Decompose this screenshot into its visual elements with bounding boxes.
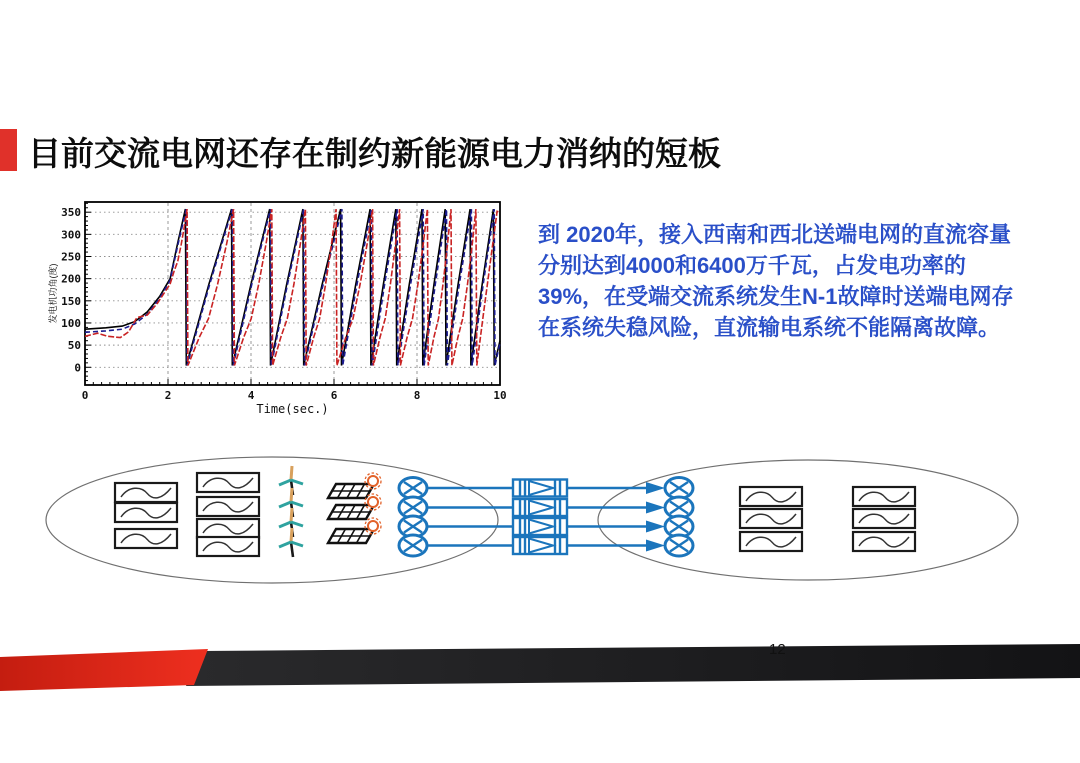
y-tick-label: 100 xyxy=(61,316,81,330)
page-number: 12 xyxy=(769,641,786,658)
x-tick-label: 10 xyxy=(493,389,507,402)
receiving-grid-ellipse xyxy=(598,460,1018,580)
wind-blade xyxy=(291,466,292,480)
wind-blade xyxy=(279,502,291,507)
wind-turbine-icon xyxy=(291,542,293,557)
footer-svg xyxy=(0,640,1080,703)
footer-black-band xyxy=(186,644,1080,686)
sending-grid-ellipse xyxy=(46,457,498,583)
wind-blade xyxy=(291,542,303,546)
y-tick-label: 300 xyxy=(61,228,81,242)
y-axis-label: 发电机功角(度) xyxy=(48,263,58,324)
sun-icon xyxy=(368,497,378,507)
x-tick-label: 8 xyxy=(413,389,421,402)
y-tick-label: 200 xyxy=(61,272,81,286)
y-tick-label: 50 xyxy=(67,339,81,353)
wind-blade xyxy=(279,522,291,527)
power-grid-diagram xyxy=(40,447,1040,599)
footer-red-accent xyxy=(0,649,208,691)
x-axis-label: Time(sec.) xyxy=(256,402,329,416)
wind-blade xyxy=(279,480,291,485)
hvdc-arrowhead-icon xyxy=(646,502,665,514)
diagram-svg xyxy=(40,447,1040,599)
intro-text xyxy=(538,219,1058,343)
wind-blade xyxy=(291,528,292,542)
page-title: 目前交流电网还存在制约新能源电力消纳的短板 xyxy=(28,135,721,172)
wind-blade xyxy=(291,508,292,522)
wind-blade xyxy=(291,522,303,526)
sun-icon xyxy=(368,476,378,486)
hvdc-arrowhead-icon xyxy=(646,482,665,494)
wind-blade xyxy=(291,488,292,502)
x-tick-label: 6 xyxy=(330,389,338,402)
y-tick-label: 350 xyxy=(61,206,81,220)
chart-svg xyxy=(48,190,520,422)
title-accent-bar xyxy=(0,129,17,171)
sun-icon xyxy=(368,521,378,531)
wind-blade xyxy=(291,480,303,484)
x-tick-label: 2 xyxy=(164,389,172,402)
y-tick-label: 0 xyxy=(74,361,81,375)
wind-blade xyxy=(291,502,303,506)
intro-line-4: 在系统失稳风险，直流输电系统不能隔离故障。 xyxy=(538,315,1001,340)
intro-line-3: 39%，在受端交流系统发生N-1故障时送端电网存 xyxy=(538,284,1014,309)
y-tick-label: 150 xyxy=(61,294,81,308)
hvdc-arrowhead-icon xyxy=(646,540,665,552)
intro-line-2: 分别达到4000和6400万千瓦，占发电功率的 xyxy=(538,253,966,278)
wind-blade xyxy=(279,542,291,547)
x-tick-label: 0 xyxy=(81,389,89,402)
rotor-angle-chart xyxy=(48,190,520,422)
x-tick-label: 4 xyxy=(247,389,255,402)
footer-band xyxy=(0,640,1080,703)
intro-line-1: 到 2020年，接入西南和西北送端电网的直流容量 xyxy=(538,222,1012,247)
hvdc-arrowhead-icon xyxy=(646,521,665,533)
y-tick-label: 250 xyxy=(61,250,81,264)
